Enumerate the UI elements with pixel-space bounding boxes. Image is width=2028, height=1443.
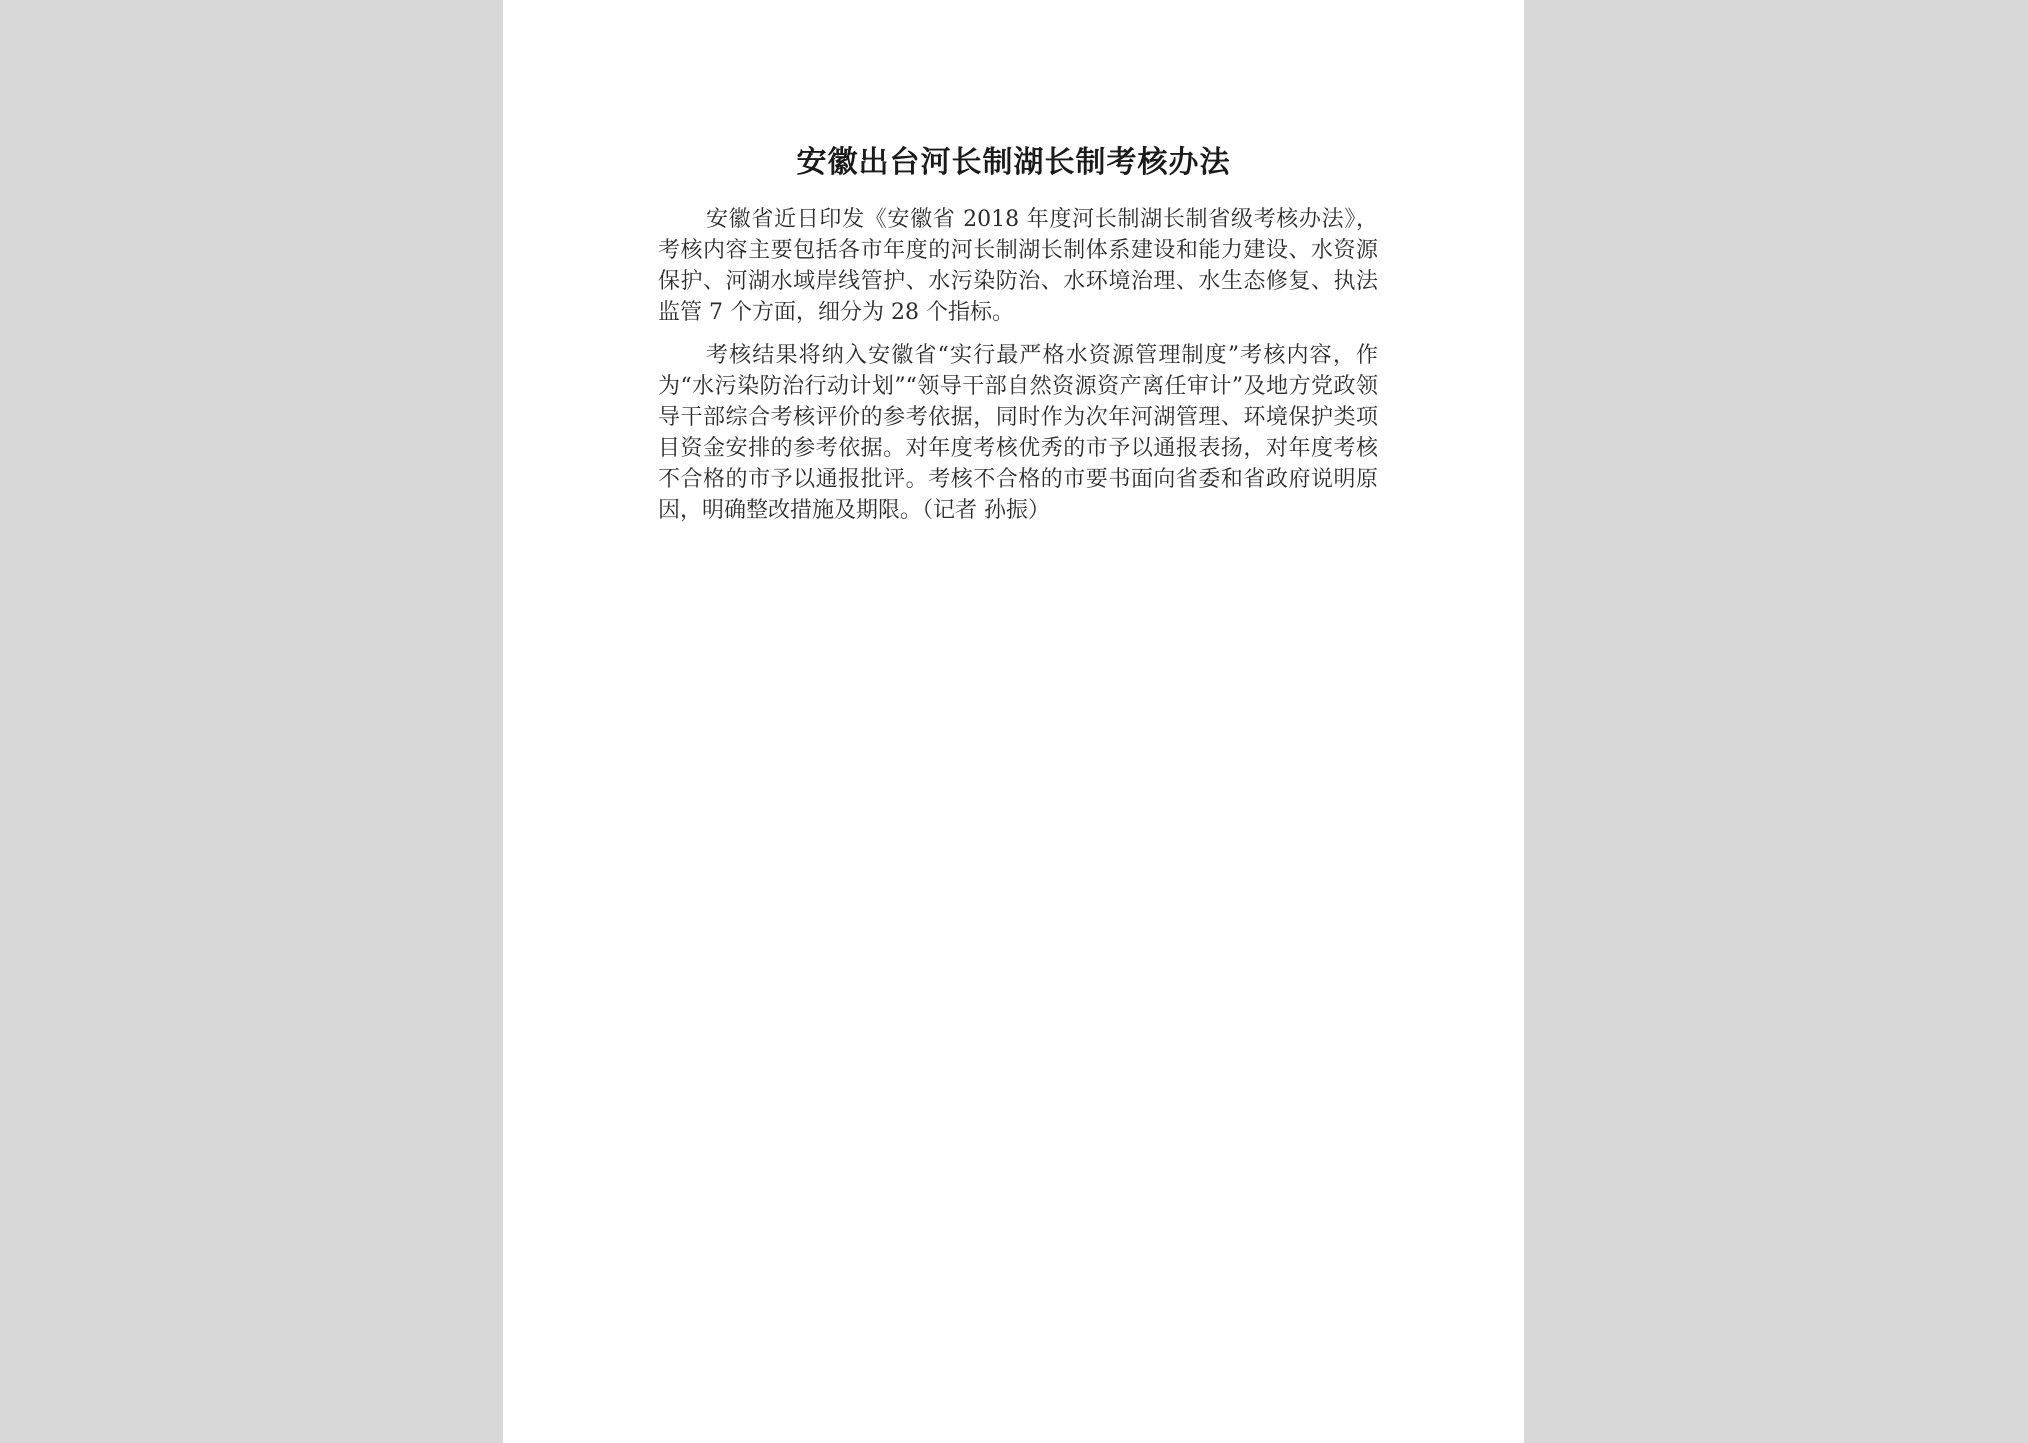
document-page — [503, 0, 1524, 1443]
document-body — [658, 204, 1378, 526]
paragraph-1: 安徽省近日印发《安徽省 2018 年度河长制湖长制省级考核办法》，考核内容主要包括各市年度的河长制湖长制体系建设和能力建设、水资源保护、河湖水域岸线管护、水污染防治、水环境治理、水生态修复、执法监管 7 个方面，细分为 28 个指标。 — [658, 207, 1378, 325]
document-title: 安徽出台河长制湖长制考核办法 — [796, 145, 1231, 180]
paragraph-2: 考核结果将纳入安徽省“实行最严格水资源管理制度”考核内容，作为“水污染防治行动计划”“领导干部自然资源资产离任审计”及地方党政领导干部综合考核评价的参考依据，同时作为次年河湖管理、环境保护类项目资金安排的参考依据。对年度考核优秀的市予以通报表扬，对年度考核不合格的市予以通报批评。考核不合格的市要书面向省委和省政府说明原因，明确整改措施及期限。（记者 孙振） — [658, 343, 1378, 523]
